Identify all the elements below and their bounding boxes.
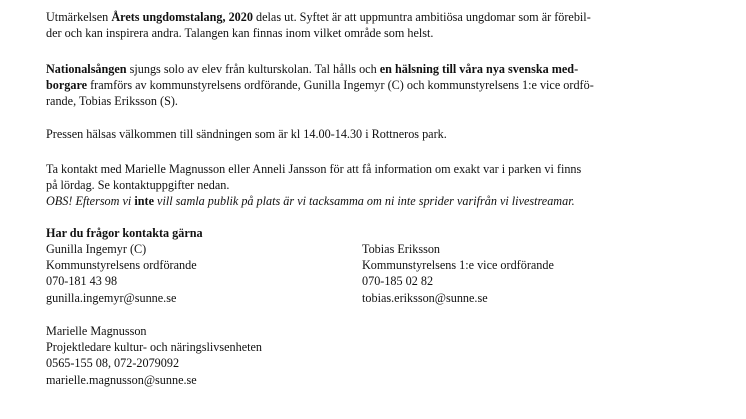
contact-name: Marielle Magnusson [46,324,147,338]
greeting-label-cont: borgare [46,78,88,93]
paragraph-program [46,61,706,110]
text-line [46,9,706,25]
contact-email: marielle.magnusson@sunne.se [46,372,197,387]
contact-title: Projektledare kultur- och näringslivsenheten [46,340,263,355]
text-line [46,77,706,93]
award-name: Årets ungdomstalang, 2020 [111,10,253,24]
text-run: Utmärkelsen [46,10,112,24]
obs-note [46,193,706,209]
text-line [46,61,706,77]
text-line: der och kan inspirera andra. Talangen kan finnas inom vilket område som helst. [46,26,434,41]
contact-name: Gunilla Ingemyr (C) [46,242,147,256]
heading-text: Har du frågor kontakta gärna [46,226,203,240]
greeting-label: en hälsning till våra nya svenska med- [379,62,579,76]
text-run: sjungs solo av elev från kulturskolan. Tal hålls och [126,62,380,76]
contact-phone: 070-185 02 82 [362,274,434,289]
contact-name: Tobias Eriksson [362,242,441,256]
text-line: Pressen hälsas välkommen till sändningen som är kl 14.00-14.30 i Rottneros park. [46,127,447,141]
contacts-heading [46,225,706,241]
contact-phone: 070-181 43 98 [46,274,118,289]
text-line: Ta kontakt med Marielle Magnusson eller Anneli Jansson för att få information om exakt var i parken vi finns [46,162,582,176]
contact-gunilla [46,241,197,306]
contact-email: gunilla.ingemyr@sunne.se [46,290,177,305]
text-run: OBS! Eftersom vi [46,194,135,209]
contact-title: Kommunstyrelsens 1:e vice ordförande [362,258,554,273]
text-run: delas ut. Syftet är att uppmuntra ambitiösa ungdomar som är förebil- [252,10,591,24]
contact-email: tobias.eriksson@sunne.se [362,290,488,305]
text-line: rande, Tobias Eriksson (S). [46,94,178,109]
paragraph-contact-info [46,161,706,210]
paragraph-press [46,126,706,142]
contact-tobias [362,241,554,306]
contact-title: Kommunstyrelsens ordförande [46,258,197,273]
text-run: vill samla publik på plats är vi tacksamma om ni inte sprider varifrån vi livestreamar. [153,194,575,209]
text-line: på lördag. Se kontaktuppgifter nedan. [46,178,230,193]
emphasis-inte: inte [134,194,154,209]
contact-phone: 0565-155 08, 072-2079092 [46,356,180,371]
text-run: framförs av kommunstyrelsens ordförande, Gunilla Ingemyr (C) och kommunstyrelsens 1:e vice ordfö- [87,78,594,93]
anthem-label: Nationalsången [46,62,127,76]
paragraph-award [46,9,706,41]
contact-marielle [46,323,262,388]
